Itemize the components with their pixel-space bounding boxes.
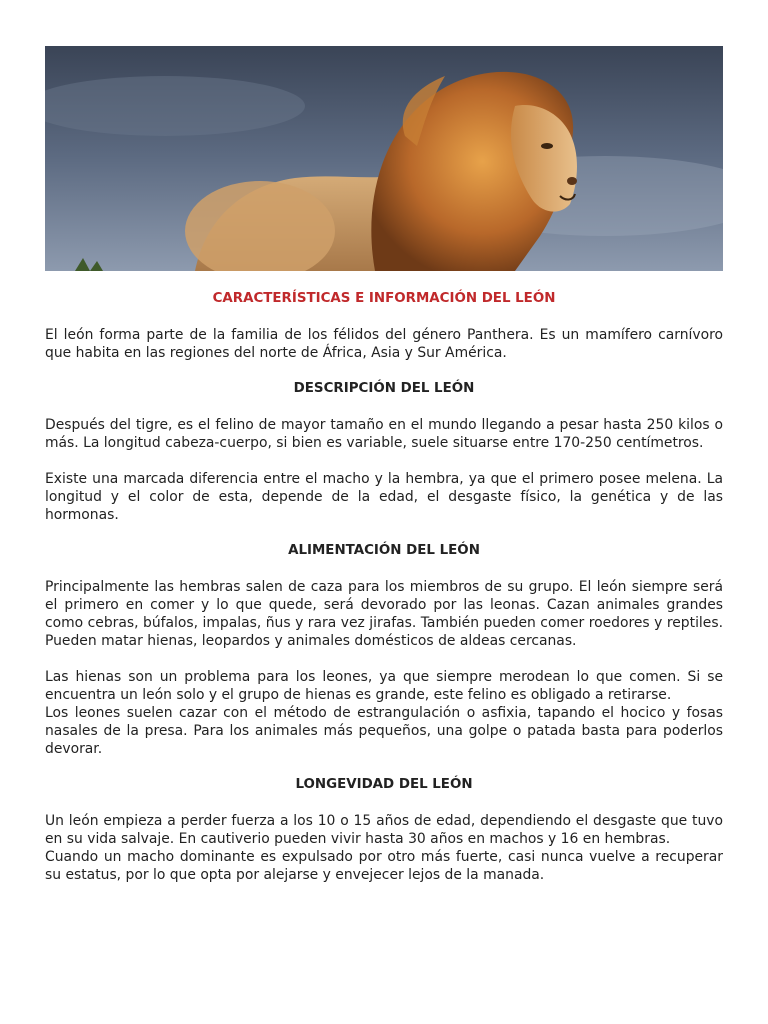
paragraph: Existe una marcada diferencia entre el macho y la hembra, ya que el primero posee melena. La longitud y el color de esta, depende de la edad, el desgaste físico, la genética y de las hormonas. xyxy=(45,471,723,523)
paragraph: Principalmente las hembras salen de caza para los miembros de su grupo. El león siempre será el primero en comer y lo que quede, será devorado por las leonas. Cazan animales grandes como cebras, búfalos, impalas, ñus y rara vez jirafas. También pueden comer roedores y reptiles. Pueden matar hienas, leopardos y animales domésticos de aldeas cercanas. xyxy=(45,579,723,649)
document-page xyxy=(45,46,723,884)
paragraph: Cuando un macho dominante es expulsado por otro más fuerte, casi nunca vuelve a recuperar su estatus, por lo que opta por alejarse y envejecer lejos de la manada. xyxy=(45,849,723,883)
lion-photo xyxy=(45,46,723,271)
page-title: CARACTERÍSTICAS E INFORMACIÓN DEL LEÓN xyxy=(212,291,556,306)
paragraph: Los leones suelen cazar con el método de estrangulación o asfixia, tapando el hocico y fosas nasales de la presa. Para los animales más pequeños, una golpe o patada basta para poderlos devorar. xyxy=(45,705,723,757)
intro-paragraph: El león forma parte de la familia de los félidos del género Panthera. Es un mamífero carnívoro que habita en las regiones del norte de África, Asia y Sur América. xyxy=(45,327,723,361)
paragraph: Un león empieza a perder fuerza a los 10 o 15 años de edad, dependiendo el desgaste que tuvo en su vida salvaje. En cautiverio pueden vivir hasta 30 años en machos y 16 en hembras. xyxy=(45,813,723,847)
section-heading-longevidad: LONGEVIDAD DEL LEÓN xyxy=(295,777,473,792)
lion-illustration xyxy=(45,46,723,271)
paragraph: Las hienas son un problema para los leones, ya que siempre merodean lo que comen. Si se encuentra un león solo y el grupo de hienas es grande, este felino es obligado a retirarse. xyxy=(45,669,723,703)
paragraph: Después del tigre, es el felino de mayor tamaño en el mundo llegando a pesar hasta 250 kilos o más. La longitud cabeza-cuerpo, si bien es variable, suele situarse entre 170-250 centímetros. xyxy=(45,417,723,451)
section-heading-descripcion: DESCRIPCIÓN DEL LEÓN xyxy=(293,381,475,396)
section-heading-alimentacion: ALIMENTACIÓN DEL LEÓN xyxy=(288,543,480,558)
